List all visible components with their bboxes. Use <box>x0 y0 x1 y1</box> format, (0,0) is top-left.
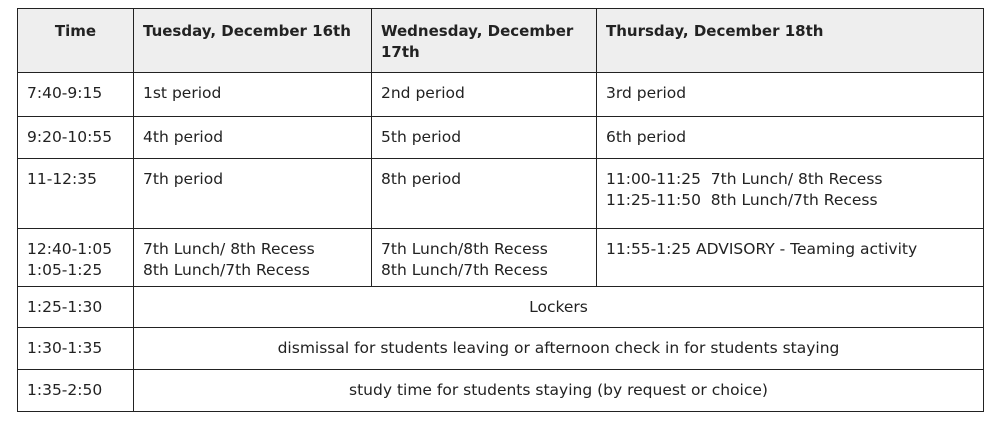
tuesday-line: 7th Lunch/ 8th Recess <box>143 240 315 258</box>
wednesday-line: 8th Lunch/7th Recess <box>381 261 548 279</box>
table-row <box>18 287 984 328</box>
time-cell <box>18 229 134 287</box>
time-cell: 1:30-1:35 <box>18 328 134 370</box>
tuesday-cell: 1st period <box>134 73 372 117</box>
activity-cell: dismissal for students leaving or afternoon check in for students staying <box>134 328 984 370</box>
header-tuesday: Tuesday, December 16th <box>134 9 372 73</box>
wednesday-cell: 8th period <box>372 159 597 229</box>
thursday-cell: 11:55-1:25 ADVISORY - Teaming activity <box>597 229 984 287</box>
thursday-cell: 3rd period <box>597 73 984 117</box>
thursday-line: 11:25-11:50 8th Lunch/7th Recess <box>606 191 878 209</box>
activity-cell: study time for students staying (by request or choice) <box>134 370 984 412</box>
table-row <box>18 229 984 287</box>
thursday-line: 11:00-11:25 7th Lunch/ 8th Recess <box>606 170 883 188</box>
activity-cell: Lockers <box>134 287 984 328</box>
time-line: 1:05-1:25 <box>27 261 103 279</box>
thursday-cell: 6th period <box>597 117 984 159</box>
header-wednesday: Wednesday, December 17th <box>372 9 597 73</box>
tuesday-cell <box>134 229 372 287</box>
table-row <box>18 159 984 229</box>
wednesday-line: 7th Lunch/8th Recess <box>381 240 548 258</box>
tuesday-cell: 4th period <box>134 117 372 159</box>
wednesday-cell: 2nd period <box>372 73 597 117</box>
time-cell: 11-12:35 <box>18 159 134 229</box>
table-row <box>18 328 984 370</box>
time-cell: 1:35-2:50 <box>18 370 134 412</box>
header-row <box>18 9 984 73</box>
wednesday-cell: 5th period <box>372 117 597 159</box>
time-cell: 7:40-9:15 <box>18 73 134 117</box>
wednesday-cell <box>372 229 597 287</box>
tuesday-line: 8th Lunch/7th Recess <box>143 261 310 279</box>
tuesday-cell: 7th period <box>134 159 372 229</box>
time-line: 12:40-1:05 <box>27 240 113 258</box>
time-cell: 9:20-10:55 <box>18 117 134 159</box>
table-row <box>18 73 984 117</box>
thursday-cell <box>597 159 984 229</box>
schedule-table <box>17 8 984 412</box>
time-cell: 1:25-1:30 <box>18 287 134 328</box>
header-thursday: Thursday, December 18th <box>597 9 984 73</box>
table-row <box>18 117 984 159</box>
header-time: Time <box>18 9 134 73</box>
table-row <box>18 370 984 412</box>
